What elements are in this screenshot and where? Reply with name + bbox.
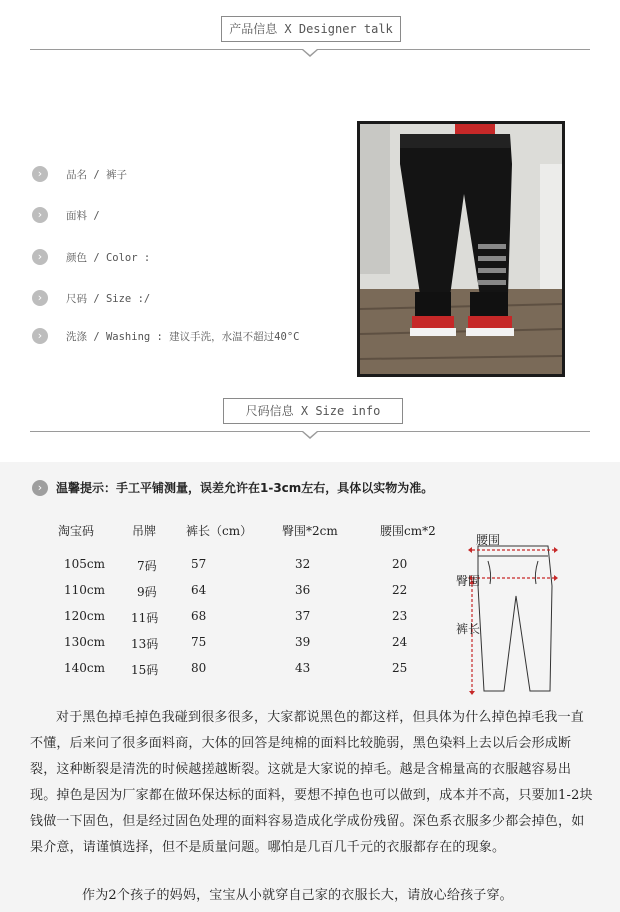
table-cell: 75 [191,635,207,649]
section-title: 尺码信息 X Size info [223,398,403,424]
pants-photo-illustration [360,124,562,374]
table-cell: 15码 [131,663,159,677]
info-text: 颜色 / Color : [66,251,151,264]
table-header: 裤长（cm） [186,524,253,538]
table-cell: 130cm [64,635,106,649]
length-label: 裤长 [456,622,481,636]
table-cell: 105cm [64,557,106,571]
size-info-header [30,398,590,438]
info-text: 洗涤 / Washing : 建议手洗，水温不超过40°C [66,330,300,343]
info-row-washing [32,326,299,346]
table-cell: 39 [295,635,311,649]
table-header: 腰围cm*2 [380,524,436,538]
table-header: 吊牌 [132,524,157,538]
tip-text: 温馨提示：手工平铺测量，误差允许在1-3cm左右，具体以实物为准。 [56,481,434,495]
pants-measurement-diagram [468,526,578,696]
table-cell: 120cm [64,609,106,623]
measurement-tip [32,479,433,496]
table-cell: 140cm [64,661,106,675]
chevron-right-icon: › [32,166,48,182]
table-cell: 20 [392,557,408,571]
table-header: 淘宝码 [58,524,95,538]
notes-paragraph: 对于黑色掉毛掉色我碰到很多很多，大家都说黑色的都这样，但具体为什么掉色掉毛我一直不懂，后来问了很多面料商，大体的回答是纯棉的面料比较脆弱，黑色染料上去以后会形成断裂，这种断裂是清洗的时候越搓越断裂。这就是大家说的掉毛。越是含棉量高的衣服越容易出现。掉色是因为厂家都在做环保达标的面料，要想不掉色也可以做到，成本并不高，只要加1-2块钱做一下固色，但是经过固色处理的面料容易造成化学成份残留。深色系衣服多少都会掉色，如果介意，请谨慎选择，但不是质量问题。哪怕是几百几千元的衣服都存在的现象。 [30,710,593,855]
info-text: 面料 / [66,209,100,222]
chevron-right-icon: › [32,480,48,496]
info-text: 尺码 / Size :/ [66,292,151,305]
hip-label: 臀围 [456,574,481,588]
info-text: 品名 / 裤子 [66,168,127,181]
table-cell: 13码 [131,637,159,651]
chevron-right-icon: › [32,207,48,223]
chevron-right-icon: › [32,290,48,306]
table-cell: 7码 [137,559,157,573]
table-cell: 11码 [131,611,159,625]
info-row-name [32,164,127,184]
table-cell: 80 [191,661,207,675]
table-cell: 64 [191,583,207,597]
table-cell: 22 [392,583,408,597]
chevron-right-icon: › [32,249,48,265]
info-row-size [32,288,150,308]
notes-paragraph: 作为2个孩子的妈妈，宝宝从小就穿自己家的衣服长大，请放心给孩子穿。 [82,888,513,903]
table-cell: 24 [392,635,408,649]
table-cell: 68 [191,609,207,623]
table-cell: 25 [392,661,408,675]
table-cell: 9码 [137,585,157,599]
section-title: 产品信息 X Designer talk [221,16,401,42]
table-cell: 37 [295,609,311,623]
waist-label: 腰围 [476,533,501,547]
info-row-fabric [32,205,100,225]
table-cell: 36 [295,583,311,597]
table-cell: 110cm [64,583,106,597]
table-cell: 57 [191,557,207,571]
table-cell: 43 [295,661,311,675]
info-row-color [32,247,150,267]
table-header: 臀围*2cm [282,524,338,538]
product-info-header [30,16,590,56]
product-photo [357,121,565,377]
table-cell: 32 [295,557,311,571]
chevron-right-icon: › [32,328,48,344]
table-cell: 23 [392,609,408,623]
